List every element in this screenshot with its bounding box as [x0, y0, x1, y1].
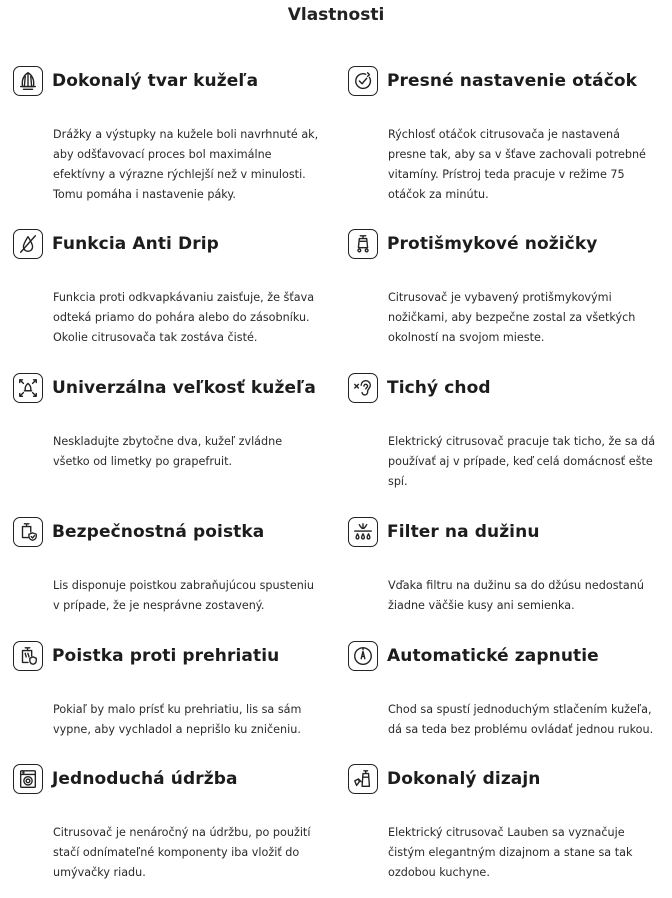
design-icon: [348, 764, 378, 794]
feature-pulp-filter: [348, 515, 648, 616]
pulp-filter-icon: [348, 517, 378, 547]
feature-title: Dokonalý dizajn: [387, 769, 541, 789]
dishwasher-icon: [13, 764, 43, 794]
feature-speed: [348, 64, 648, 205]
feature-maintenance: [13, 762, 313, 883]
feature-anti-slip: [348, 227, 648, 348]
feature-title: Tichý chod: [387, 378, 491, 398]
auto-start-icon: [348, 641, 378, 671]
feature-safety-lock: [13, 515, 313, 616]
feature-description: Neskladujte zbytočne dva, kužeľ zvládne všetko od limetky po grapefruit.: [53, 435, 283, 468]
feature-title: Funkcia Anti Drip: [52, 234, 219, 254]
juicer-cone-icon: [13, 66, 43, 96]
page-title: Vlastnosti: [287, 5, 385, 25]
feature-description: Lis disponuje poistkou zabraňujúcou spusteniu v prípade, že je nesprávne zostavený.: [53, 579, 314, 612]
feature-title: Poistka proti prehriatiu: [52, 646, 280, 666]
feature-title: Univerzálna veľkosť kužeľa: [52, 378, 316, 398]
feature-description: Citrusovač je nenáročný na údržbu, po použití stačí odnímateľné komponenty iba vložiť do umývačky riadu.: [53, 826, 311, 879]
feature-title: Automatické zapnutie: [387, 646, 599, 666]
feature-description: Citrusovač je vybavený protišmykovými nožičkami, aby bezpečne zostal za všetkých okolností na svojom mieste.: [388, 291, 636, 344]
speed-check-icon: [348, 66, 378, 96]
no-drip-icon: [13, 229, 43, 259]
feature-design: [348, 762, 648, 883]
feature-anti-drip: [13, 227, 313, 348]
feature-universal-cone: [13, 371, 316, 472]
quiet-ear-icon: [348, 373, 378, 403]
feature-title: Bezpečnostná poistka: [52, 522, 265, 542]
feature-description: Funkcia proti odkvapkávaniu zaisťuje, že šťava odteká priamo do pohára alebo do zásobníku. Okolie citrusovača tak zostáva čisté.: [53, 291, 315, 344]
feature-auto-start: [348, 639, 654, 740]
universal-cone-icon: [13, 373, 43, 403]
feature-description: Pokiaľ by malo prísť ku prehriatiu, lis sa sám vypne, aby vychladol a neprišlo ku zničeniu.: [53, 703, 302, 736]
feature-overheat: [13, 639, 313, 740]
feature-title: Filter na dužinu: [387, 522, 540, 542]
feature-title: Presné nastavenie otáčok: [387, 71, 638, 91]
overheat-protection-icon: [13, 641, 43, 671]
feature-description: Vďaka filtru na dužinu sa do džúsu nedostanú žiadne väčšie kusy ani semienka.: [388, 579, 644, 612]
feature-description: Rýchlosť otáčok citrusovača je nastavená presne tak, aby sa v šťave zachovali potrebné vitamíny. Prístroj teda pracuje v režime 75 otáčok za minútu.: [388, 128, 646, 201]
feature-title: Jednoduchá údržba: [52, 769, 238, 789]
feature-description: Elektrický citrusovač pracuje tak ticho, že sa dá používať aj v prípade, keď celá domácnosť ešte spí.: [388, 435, 656, 488]
feature-description: Elektrický citrusovač Lauben sa vyznačuje čistým elegantným dizajnom a stane sa tak ozdobou kuchyne.: [388, 826, 633, 879]
feature-title: Protišmykové nožičky: [387, 234, 598, 254]
feature-quiet: [348, 371, 656, 492]
feature-description: Drážky a výstupky na kužele boli navrhnuté ak, aby odšťavovací proces bol maximálne efektívny a výrazne rýchlejší než v minulosti. Tomu pomáha i nastavenie páky.: [53, 128, 319, 201]
feature-cone-shape: [13, 64, 319, 205]
safety-lock-icon: [13, 517, 43, 547]
feature-description: Chod sa spustí jednoduchým stlačením kužeľa, dá sa teda bez problému ovládať jednou rukou.: [388, 703, 654, 736]
anti-slip-feet-icon: [348, 229, 378, 259]
feature-title: Dokonalý tvar kužeľa: [52, 71, 259, 91]
